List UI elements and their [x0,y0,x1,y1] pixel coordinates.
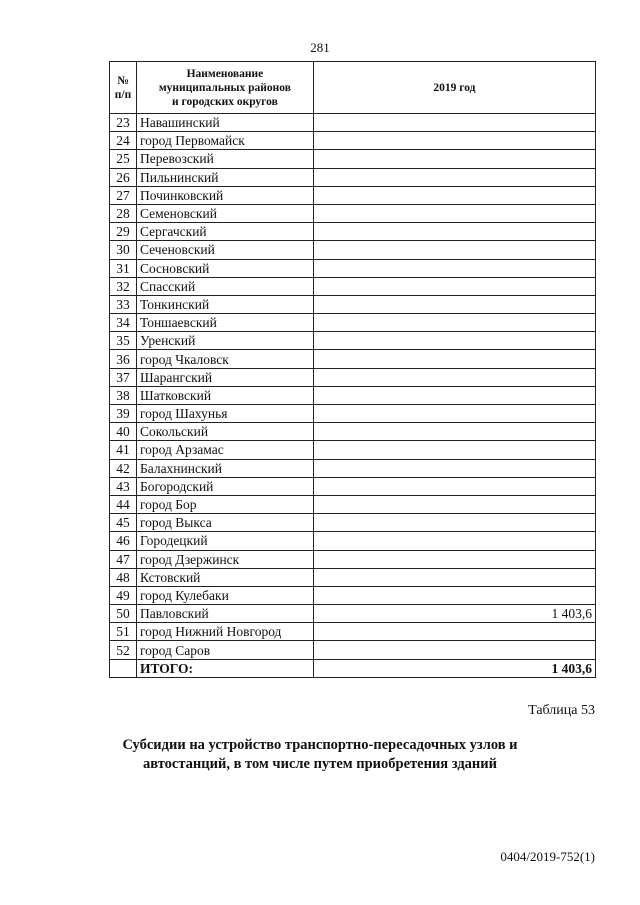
table-title-line1: Субсидии на устройство транспортно-пересадочных узлов и [122,737,518,753]
row-value: 1 403,6 [313,605,595,623]
table-row [110,241,596,259]
row-value [313,350,595,368]
row-number: 48 [110,568,137,586]
row-value [313,277,595,295]
row-name: Перевозский [136,150,313,168]
row-number: 35 [110,332,137,350]
row-name: Кстовский [136,568,313,586]
row-value [313,586,595,604]
table-row [110,623,596,641]
row-value [313,532,595,550]
row-name: город Арзамас [136,441,313,459]
table-row [110,386,596,404]
row-name: Сергачский [136,223,313,241]
row-value [313,259,595,277]
row-number: 47 [110,550,137,568]
row-value [313,241,595,259]
table-row [110,223,596,241]
table-row [110,568,596,586]
row-number: 40 [110,423,137,441]
table-row [110,514,596,532]
table-title [0,736,640,774]
table-row [110,423,596,441]
row-value [313,641,595,659]
row-number: 23 [110,114,137,132]
row-name: Сеченовский [136,241,313,259]
row-name: Сокольский [136,423,313,441]
row-value [313,386,595,404]
table-row [110,477,596,495]
table-row [110,350,596,368]
row-name: Пильнинский [136,168,313,186]
table-row [110,441,596,459]
row-name: Починковский [136,186,313,204]
row-number: 51 [110,623,137,641]
row-name: Павловский [136,605,313,623]
row-name: Городецкий [136,532,313,550]
row-number: 32 [110,277,137,295]
table-row [110,368,596,386]
header-number: № п/п [110,62,137,114]
total-label: ИТОГО: [136,659,313,677]
total-num-cell [110,659,137,677]
total-value: 1 403,6 [313,659,595,677]
row-value [313,441,595,459]
table-row [110,332,596,350]
row-value [313,459,595,477]
row-name: Уренский [136,332,313,350]
row-name: город Кулебаки [136,586,313,604]
row-value [313,150,595,168]
row-value [313,495,595,513]
table-row [110,314,596,332]
row-number: 39 [110,405,137,423]
table-row [110,532,596,550]
table-label: Таблица 53 [528,703,595,718]
row-number: 41 [110,441,137,459]
row-name: город Шахунья [136,405,313,423]
row-name: город Бор [136,495,313,513]
row-number: 25 [110,150,137,168]
row-value [313,114,595,132]
row-name: Спасский [136,277,313,295]
table-row [110,495,596,513]
row-value [313,314,595,332]
row-value [313,368,595,386]
row-number: 24 [110,132,137,150]
row-number: 49 [110,586,137,604]
row-value [313,568,595,586]
table-row [110,641,596,659]
row-value [313,405,595,423]
row-number: 50 [110,605,137,623]
row-number: 42 [110,459,137,477]
table-row [110,459,596,477]
row-name: город Первомайск [136,132,313,150]
table-body [110,114,596,660]
table-row [110,605,596,623]
row-number: 43 [110,477,137,495]
table-row [110,550,596,568]
header-year: 2019 год [313,62,595,114]
row-name: город Чкаловск [136,350,313,368]
row-name: Богородский [136,477,313,495]
table-title-line2: автостанций, в том числе путем приобретения зданий [143,756,497,772]
row-name: Семеновский [136,204,313,222]
table-row [110,259,596,277]
row-name: город Дзержинск [136,550,313,568]
row-number: 34 [110,314,137,332]
row-name: Шарангский [136,368,313,386]
row-value [313,168,595,186]
table-row [110,114,596,132]
row-value [313,223,595,241]
subsidy-table [109,61,596,678]
row-value [313,550,595,568]
row-number: 26 [110,168,137,186]
row-value [313,186,595,204]
row-number: 33 [110,295,137,313]
row-number: 36 [110,350,137,368]
row-value [313,623,595,641]
table-row [110,405,596,423]
page-number: 281 [310,40,330,55]
row-name: город Нижний Новгород [136,623,313,641]
row-value [313,295,595,313]
header-name: Наименование муниципальных районов и городских округов [136,62,313,114]
row-number: 37 [110,368,137,386]
row-value [313,332,595,350]
row-number: 27 [110,186,137,204]
row-number: 46 [110,532,137,550]
row-number: 52 [110,641,137,659]
row-value [313,132,595,150]
row-name: город Выкса [136,514,313,532]
table-row [110,150,596,168]
row-number: 28 [110,204,137,222]
row-value [313,423,595,441]
row-value [313,514,595,532]
table-row [110,132,596,150]
row-number: 29 [110,223,137,241]
row-value [313,477,595,495]
table-row [110,295,596,313]
total-row [110,659,596,677]
row-name: Сосновский [136,259,313,277]
row-name: Тоншаевский [136,314,313,332]
table-row [110,586,596,604]
document-code: 0404/2019-752(1) [500,849,595,864]
row-name: город Саров [136,641,313,659]
row-number: 30 [110,241,137,259]
row-number: 38 [110,386,137,404]
row-name: Шатковский [136,386,313,404]
row-value [313,204,595,222]
row-name: Тонкинский [136,295,313,313]
row-name: Навашинский [136,114,313,132]
table-row [110,277,596,295]
table-row [110,168,596,186]
row-number: 45 [110,514,137,532]
table-row [110,204,596,222]
table-header-row [110,62,596,114]
table-row [110,186,596,204]
row-name: Балахнинский [136,459,313,477]
row-number: 31 [110,259,137,277]
row-number: 44 [110,495,137,513]
